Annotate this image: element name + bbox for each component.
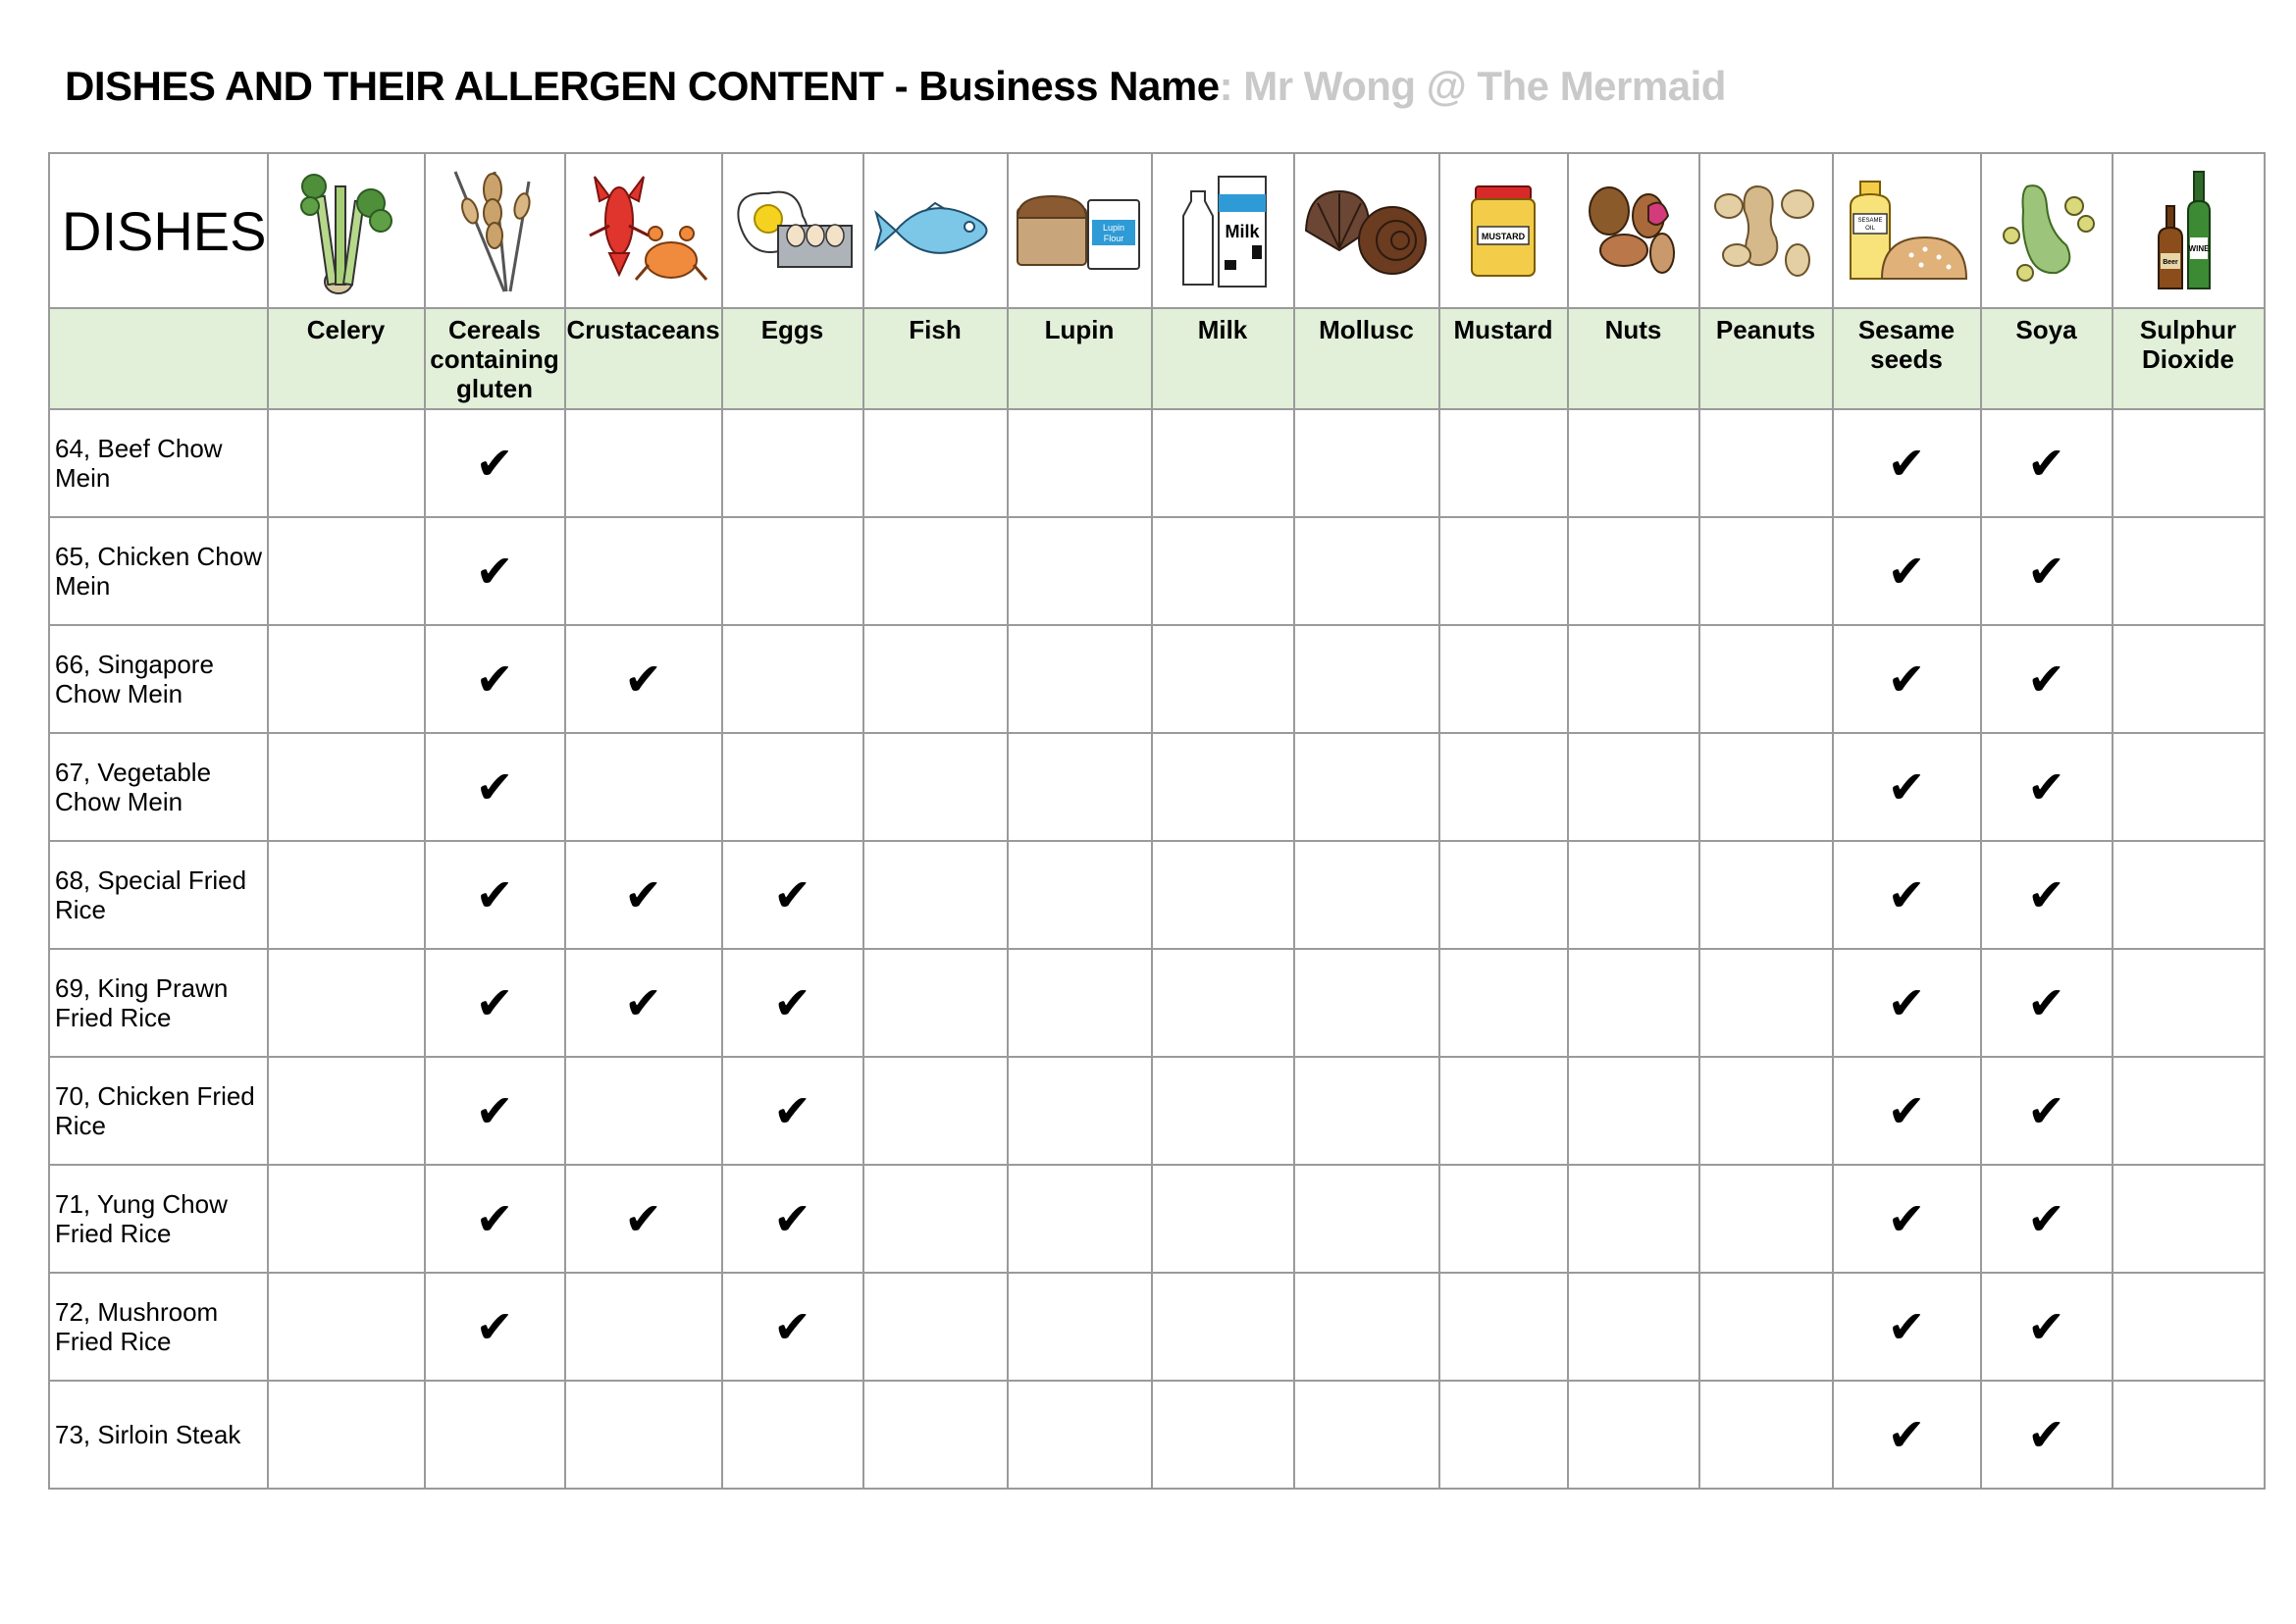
allergen-cell: [863, 841, 1008, 949]
allergen-cell: [863, 733, 1008, 841]
allergen-label-cereals-containing-gluten: Cereals containing gluten: [425, 308, 565, 409]
allergen-cell: [722, 841, 863, 949]
allergen-cell: [2113, 1165, 2265, 1273]
eggs-icon: [722, 153, 863, 308]
allergen-cell: [268, 517, 425, 625]
allergen-cell: [722, 517, 863, 625]
nuts-icon: [1568, 153, 1699, 308]
allergen-cell: [565, 625, 722, 733]
allergen-cell: [425, 1381, 565, 1489]
table-row: [49, 1057, 2265, 1165]
allergen-cell: [722, 1381, 863, 1489]
check-icon: ✔: [2027, 760, 2065, 813]
check-icon: ✔: [475, 437, 514, 490]
allergen-cell: [565, 1057, 722, 1165]
allergen-cell: [1294, 1381, 1439, 1489]
table-row: [49, 1165, 2265, 1273]
check-icon: ✔: [2027, 1300, 2065, 1353]
allergen-cell: [1008, 1165, 1152, 1273]
allergen-cell: [1439, 409, 1568, 517]
svg-text:MUSTARD: MUSTARD: [1481, 232, 1526, 241]
allergen-cell: [1833, 1381, 1981, 1489]
allergen-cell: [1981, 1381, 2113, 1489]
allergen-cell: [1439, 949, 1568, 1057]
allergen-cell: [722, 1273, 863, 1381]
svg-text:Lupin: Lupin: [1102, 223, 1125, 233]
allergen-cell: [268, 625, 425, 733]
allergen-cell: [425, 841, 565, 949]
dish-name: 67, Vegetable Chow Mein: [49, 733, 268, 841]
dish-name: 69, King Prawn Fried Rice: [49, 949, 268, 1057]
allergen-cell: [863, 409, 1008, 517]
dish-name: 68, Special Fried Rice: [49, 841, 268, 949]
allergen-cell: [268, 949, 425, 1057]
check-icon: ✔: [1887, 1192, 1926, 1245]
allergen-cell: [1833, 949, 1981, 1057]
allergen-cell: [1833, 517, 1981, 625]
mustard-icon: [1439, 153, 1568, 308]
allergen-label-nuts: Nuts: [1568, 308, 1699, 409]
allergen-cell: [1439, 517, 1568, 625]
check-icon: ✔: [1887, 976, 1926, 1029]
allergen-cell: [1568, 517, 1699, 625]
allergen-cell: [565, 949, 722, 1057]
allergen-cell: [1568, 1273, 1699, 1381]
dish-name: 73, Sirloin Steak: [49, 1381, 268, 1489]
check-icon: ✔: [1887, 868, 1926, 921]
allergen-cell: [1008, 1273, 1152, 1381]
check-icon: ✔: [1887, 545, 1926, 598]
allergen-label-milk: Milk: [1152, 308, 1294, 409]
allergen-cell: [1981, 517, 2113, 625]
check-icon: ✔: [475, 976, 514, 1029]
check-icon: ✔: [475, 868, 514, 921]
allergen-cell: [1152, 1381, 1294, 1489]
allergen-cell: [722, 949, 863, 1057]
allergen-cell: [1981, 949, 2113, 1057]
allergen-cell: [1294, 517, 1439, 625]
allergen-cell: [1568, 841, 1699, 949]
business-label: Business Name: [918, 63, 1220, 109]
allergen-cell: [565, 517, 722, 625]
allergen-cell: [268, 1057, 425, 1165]
allergen-cell: [2113, 625, 2265, 733]
allergen-cell: [1152, 1057, 1294, 1165]
allergen-cell: [1008, 1381, 1152, 1489]
check-icon: ✔: [475, 1192, 514, 1245]
allergen-cell: [1008, 733, 1152, 841]
allergen-cell: [565, 409, 722, 517]
allergen-cell: [1833, 733, 1981, 841]
table-row: [49, 841, 2265, 949]
check-icon: ✔: [2027, 1408, 2065, 1461]
allergen-label-peanuts: Peanuts: [1699, 308, 1833, 409]
allergen-label-eggs: Eggs: [722, 308, 863, 409]
allergen-cell: [425, 1165, 565, 1273]
allergen-cell: [1699, 841, 1833, 949]
check-icon: ✔: [624, 976, 662, 1029]
allergen-cell: [1833, 1165, 1981, 1273]
allergen-cell: [425, 1273, 565, 1381]
check-icon: ✔: [2027, 868, 2065, 921]
allergen-cell: [1568, 1057, 1699, 1165]
allergen-cell: [1152, 625, 1294, 733]
dish-name: 66, Singapore Chow Mein: [49, 625, 268, 733]
check-icon: ✔: [1887, 760, 1926, 813]
allergen-cell: [565, 733, 722, 841]
allergen-cell: [1981, 841, 2113, 949]
check-icon: ✔: [773, 1084, 811, 1137]
allergen-cell: [1699, 949, 1833, 1057]
allergen-cell: [1152, 1165, 1294, 1273]
allergen-cell: [1699, 409, 1833, 517]
allergen-cell: [1439, 1273, 1568, 1381]
title-separator: -: [883, 63, 919, 109]
table-row: [49, 733, 2265, 841]
celery-icon: [268, 153, 425, 308]
allergen-cell: [1439, 625, 1568, 733]
allergen-cell: [1152, 949, 1294, 1057]
dish-name: 72, Mushroom Fried Rice: [49, 1273, 268, 1381]
check-icon: ✔: [475, 653, 514, 706]
table-row: [49, 625, 2265, 733]
allergen-cell: [425, 517, 565, 625]
allergen-cell: [1699, 1273, 1833, 1381]
allergen-cell: [268, 1165, 425, 1273]
allergen-label-lupin: Lupin: [1008, 308, 1152, 409]
allergen-cell: [565, 841, 722, 949]
svg-text:SESAME: SESAME: [1857, 218, 1883, 224]
allergen-cell: [2113, 1381, 2265, 1489]
allergen-cell: [1008, 409, 1152, 517]
title-main: DISHES AND THEIR ALLERGEN CONTENT: [65, 63, 884, 109]
crustaceans-icon: [565, 153, 722, 308]
allergen-cell: [1833, 625, 1981, 733]
allergen-cell: [2113, 517, 2265, 625]
check-icon: ✔: [773, 1300, 811, 1353]
allergen-cell: [1699, 1381, 1833, 1489]
check-icon: ✔: [475, 545, 514, 598]
allergen-cell: [722, 1165, 863, 1273]
allergen-cell: [1152, 1273, 1294, 1381]
allergen-cell: [2113, 1057, 2265, 1165]
check-icon: ✔: [1887, 653, 1926, 706]
allergen-cell: [1294, 949, 1439, 1057]
table-row: [49, 1273, 2265, 1381]
allergen-cell: [1699, 1057, 1833, 1165]
allergen-cell: [1294, 841, 1439, 949]
allergen-cell: [1699, 517, 1833, 625]
wheat-icon: [425, 153, 565, 308]
allergen-cell: [1568, 949, 1699, 1057]
allergen-cell: [565, 1381, 722, 1489]
allergen-cell: [863, 625, 1008, 733]
check-icon: ✔: [2027, 437, 2065, 490]
check-icon: ✔: [1887, 1084, 1926, 1137]
allergen-label-row: [49, 308, 2265, 409]
allergen-cell: [1439, 1165, 1568, 1273]
allergen-cell: [722, 409, 863, 517]
table-row: [49, 949, 2265, 1057]
svg-text:Milk: Milk: [1225, 222, 1260, 241]
soya-icon: [1981, 153, 2113, 308]
allergen-cell: [1833, 1057, 1981, 1165]
check-icon: ✔: [2027, 1192, 2065, 1245]
check-icon: ✔: [773, 1192, 811, 1245]
allergen-label-fish: Fish: [863, 308, 1008, 409]
milk-icon: [1152, 153, 1294, 308]
check-icon: ✔: [624, 653, 662, 706]
check-icon: ✔: [624, 1192, 662, 1245]
allergen-cell: [863, 517, 1008, 625]
table-row: [49, 409, 2265, 517]
check-icon: ✔: [773, 868, 811, 921]
allergen-cell: [722, 1057, 863, 1165]
allergen-cell: [1981, 1165, 2113, 1273]
allergen-cell: [863, 1165, 1008, 1273]
lupin-flour-icon: [1008, 153, 1152, 308]
allergen-cell: [1568, 1381, 1699, 1489]
check-icon: ✔: [1887, 1300, 1926, 1353]
allergen-cell: [1439, 1057, 1568, 1165]
allergen-cell: [1008, 625, 1152, 733]
check-icon: ✔: [624, 868, 662, 921]
allergen-cell: [1439, 733, 1568, 841]
check-icon: ✔: [1887, 1408, 1926, 1461]
allergen-cell: [1008, 841, 1152, 949]
allergen-cell: [1008, 949, 1152, 1057]
dishes-heading: DISHES: [49, 153, 268, 308]
page-title: [65, 63, 1726, 110]
sesame-icon: [1833, 153, 1981, 308]
allergen-table: [48, 152, 2266, 1490]
allergen-cell: [268, 1381, 425, 1489]
svg-text:Beer: Beer: [2163, 259, 2178, 266]
allergen-cell: [1152, 733, 1294, 841]
allergen-cell: [1439, 1381, 1568, 1489]
allergen-cell: [1439, 841, 1568, 949]
check-icon: ✔: [475, 1300, 514, 1353]
svg-text:WINE: WINE: [2188, 244, 2210, 253]
allergen-cell: [1008, 517, 1152, 625]
allergen-label-mollusc: Mollusc: [1294, 308, 1439, 409]
check-icon: ✔: [475, 760, 514, 813]
allergen-cell: [1294, 625, 1439, 733]
allergen-label-sulphur-dioxide: Sulphur Dioxide: [2113, 308, 2265, 409]
fish-icon: [863, 153, 1008, 308]
allergen-cell: [1981, 1057, 2113, 1165]
allergen-cell: [1981, 733, 2113, 841]
allergen-cell: [1699, 1165, 1833, 1273]
business-name: : Mr Wong @ The Mermaid: [1219, 63, 1726, 109]
allergen-cell: [565, 1273, 722, 1381]
allergen-cell: [1981, 625, 2113, 733]
dish-name: 71, Yung Chow Fried Rice: [49, 1165, 268, 1273]
peanuts-icon: [1699, 153, 1833, 308]
allergen-cell: [1152, 409, 1294, 517]
allergen-cell: [1833, 841, 1981, 949]
icon-row: [49, 153, 2265, 308]
allergen-cell: [1294, 1057, 1439, 1165]
allergen-cell: [425, 625, 565, 733]
allergen-cell: [1294, 733, 1439, 841]
allergen-cell: [722, 625, 863, 733]
allergen-cell: [2113, 1273, 2265, 1381]
mollusc-icon: [1294, 153, 1439, 308]
check-icon: ✔: [2027, 1084, 2065, 1137]
allergen-cell: [863, 1057, 1008, 1165]
label-spacer: [49, 308, 268, 409]
allergen-cell: [2113, 409, 2265, 517]
allergen-cell: [1699, 733, 1833, 841]
allergen-cell: [1568, 625, 1699, 733]
svg-text:Flour: Flour: [1103, 234, 1124, 243]
allergen-cell: [1152, 517, 1294, 625]
allergen-label-soya: Soya: [1981, 308, 2113, 409]
allergen-cell: [863, 1273, 1008, 1381]
allergen-cell: [722, 733, 863, 841]
allergen-cell: [1294, 409, 1439, 517]
allergen-cell: [1699, 625, 1833, 733]
table-row: [49, 1381, 2265, 1489]
dish-name: 70, Chicken Fried Rice: [49, 1057, 268, 1165]
allergen-cell: [2113, 841, 2265, 949]
allergen-cell: [268, 733, 425, 841]
allergen-cell: [1568, 1165, 1699, 1273]
allergen-cell: [425, 949, 565, 1057]
allergen-cell: [1294, 1273, 1439, 1381]
check-icon: ✔: [2027, 653, 2065, 706]
allergen-cell: [1152, 841, 1294, 949]
allergen-cell: [1833, 409, 1981, 517]
allergen-cell: [1981, 1273, 2113, 1381]
check-icon: ✔: [2027, 545, 2065, 598]
table-row: [49, 517, 2265, 625]
allergen-label-mustard: Mustard: [1439, 308, 1568, 409]
dish-name: 64, Beef Chow Mein: [49, 409, 268, 517]
allergen-cell: [425, 409, 565, 517]
allergen-cell: [1981, 409, 2113, 517]
allergen-cell: [1294, 1165, 1439, 1273]
allergen-cell: [863, 949, 1008, 1057]
allergen-cell: [268, 409, 425, 517]
allergen-cell: [268, 1273, 425, 1381]
allergen-cell: [565, 1165, 722, 1273]
check-icon: ✔: [2027, 976, 2065, 1029]
allergen-cell: [1568, 733, 1699, 841]
allergen-cell: [863, 1381, 1008, 1489]
allergen-cell: [1833, 1273, 1981, 1381]
allergen-cell: [1008, 1057, 1152, 1165]
check-icon: ✔: [773, 976, 811, 1029]
check-icon: ✔: [475, 1084, 514, 1137]
allergen-label-celery: Celery: [268, 308, 425, 409]
allergen-cell: [425, 1057, 565, 1165]
allergen-label-crustaceans: Crustaceans: [565, 308, 722, 409]
allergen-cell: [1568, 409, 1699, 517]
allergen-cell: [268, 841, 425, 949]
allergen-label-sesame-seeds: Sesame seeds: [1833, 308, 1981, 409]
check-icon: ✔: [1887, 437, 1926, 490]
allergen-cell: [2113, 949, 2265, 1057]
allergen-cell: [2113, 733, 2265, 841]
allergen-cell: [425, 733, 565, 841]
wine-beer-icon: [2113, 153, 2265, 308]
svg-text:OIL: OIL: [1865, 226, 1875, 232]
dish-name: 65, Chicken Chow Mein: [49, 517, 268, 625]
